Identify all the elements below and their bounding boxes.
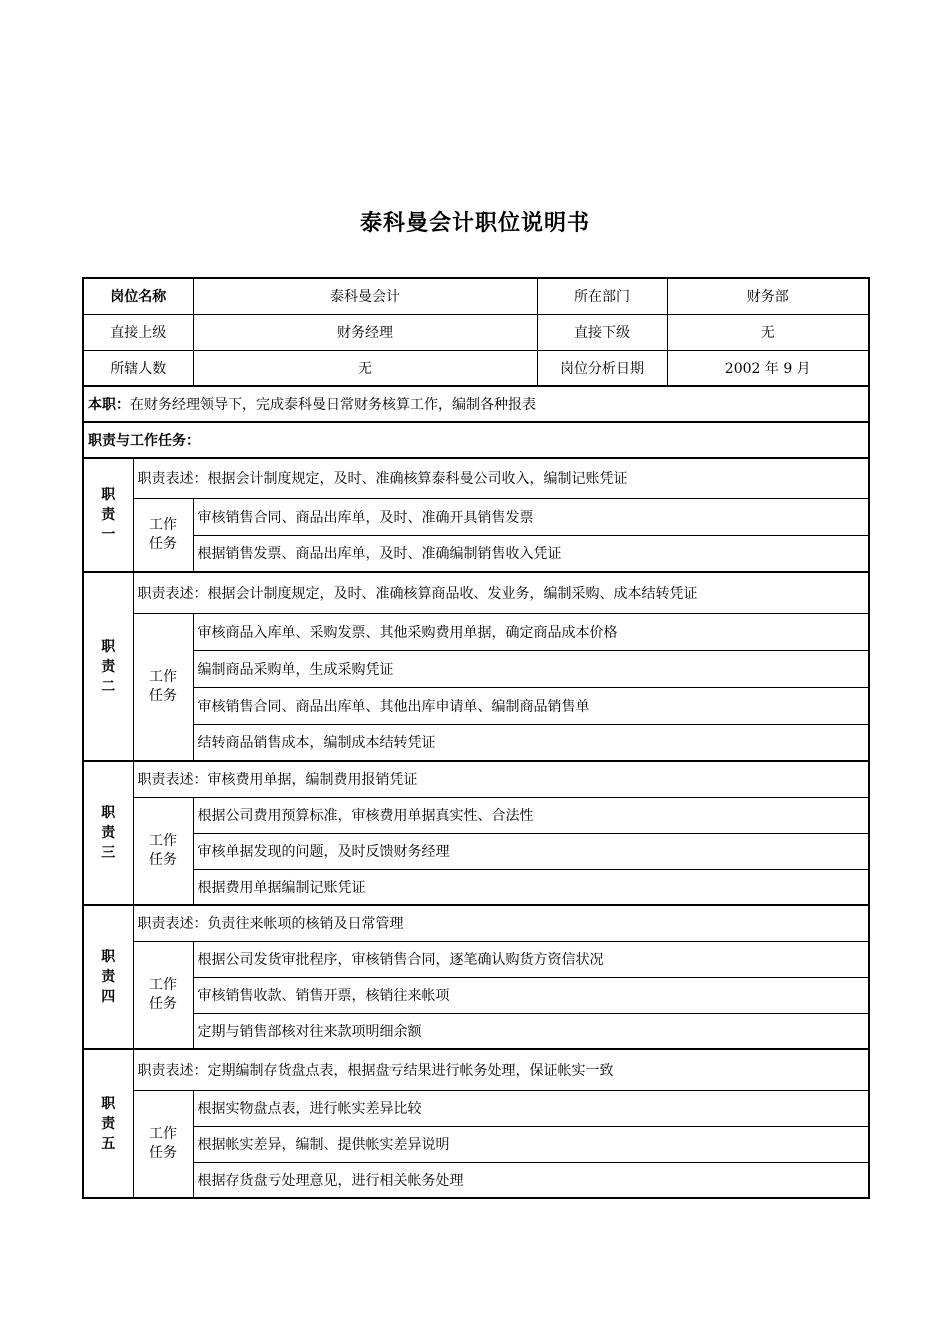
duty-5-task-3: 根据存货盘亏处理意见，进行相关帐务处理 (193, 1162, 869, 1198)
analysis-date-value: 2002 年 9 月 (667, 350, 869, 386)
duty-5-task-1: 根据实物盘点表，进行帐实差异比较 (193, 1090, 869, 1126)
duty-5-label: 职 责 五 (83, 1049, 133, 1198)
duty-3-statement: 职责表述：审核费用单据，编制费用报销凭证 (133, 761, 869, 797)
duty-1-task-2: 根据销售发票、商品出库单，及时、准确编制销售收入凭证 (193, 535, 869, 572)
subordinate-label: 直接下级 (537, 314, 667, 350)
analysis-date-label: 岗位分析日期 (537, 350, 667, 386)
duties-heading-cell (83, 422, 869, 458)
position-name-label: 岗位名称 (83, 278, 193, 314)
duty-2-task-4: 结转商品销售成本，编制成本结转凭证 (193, 724, 869, 761)
duty-2-task-label: 工作 任务 (133, 613, 193, 761)
summary-label: 本职： (88, 397, 130, 413)
duty-1-statement: 职责表述：根据会计制度规定，及时、准确核算泰科曼公司收入，编制记账凭证 (133, 458, 869, 498)
duty-2-task-3: 审核销售合同、商品出库单、其他出库申请单、编制商品销售单 (193, 687, 869, 724)
department-value: 财务部 (667, 278, 869, 314)
duty-4-label: 职 责 四 (83, 905, 133, 1049)
duty-2-task-1: 审核商品入库单、采购发票、其他采购费用单据，确定商品成本价格 (193, 613, 869, 650)
duty-3-task-label: 工作 任务 (133, 797, 193, 905)
duty-4-statement: 职责表述：负责往来帐项的核销及日常管理 (133, 905, 869, 941)
duty-3-task-2: 审核单据发现的问题，及时反馈财务经理 (193, 833, 869, 869)
headcount-label: 所辖人数 (83, 350, 193, 386)
duty-2-label: 职 责 二 (83, 572, 133, 761)
superior-value: 财务经理 (193, 314, 537, 350)
duty-4-task-3: 定期与销售部核对往来款项明细余额 (193, 1013, 869, 1049)
duty-2-statement: 职责表述：根据会计制度规定，及时、准确核算商品收、发业务，编制采购、成本结转凭证 (133, 572, 869, 613)
duty-3-task-1: 根据公司费用预算标准，审核费用单据真实性、合法性 (193, 797, 869, 833)
superior-label: 直接上级 (83, 314, 193, 350)
duty-4-task-2: 审核销售收款、销售开票，核销往来帐项 (193, 977, 869, 1013)
job-summary (83, 386, 869, 422)
duty-1-task-label: 工作 任务 (133, 498, 193, 572)
subordinate-value: 无 (667, 314, 869, 350)
document-title: 泰科曼会计职位说明书 (359, 211, 590, 236)
duty-3-task-3: 根据费用单据编制记账凭证 (193, 869, 869, 905)
summary-text: 在财务经理领导下，完成泰科曼日常财务核算工作，编制各种报表 (130, 397, 536, 413)
duty-5-task-label: 工作 任务 (133, 1090, 193, 1198)
duties-heading: 职责与工作任务： (88, 433, 200, 449)
duty-1-label: 职 责 一 (83, 458, 133, 572)
duty-5-task-2: 根据帐实差异，编制、提供帐实差异说明 (193, 1126, 869, 1162)
job-description-table (82, 277, 870, 1199)
duty-5-statement: 职责表述：定期编制存货盘点表，根据盘亏结果进行帐务处理，保证帐实一致 (133, 1049, 869, 1090)
duty-4-task-1: 根据公司发货审批程序，审核销售合同，逐笔确认购货方资信状况 (193, 941, 869, 977)
duty-3-label: 职 责 三 (83, 761, 133, 905)
position-name-value: 泰科曼会计 (193, 278, 537, 314)
department-label: 所在部门 (537, 278, 667, 314)
duty-1-task-1: 审核销售合同、商品出库单，及时、准确开具销售发票 (193, 498, 869, 535)
duty-4-task-label: 工作 任务 (133, 941, 193, 1049)
headcount-value: 无 (193, 350, 537, 386)
duty-2-task-2: 编制商品采购单，生成采购凭证 (193, 650, 869, 687)
